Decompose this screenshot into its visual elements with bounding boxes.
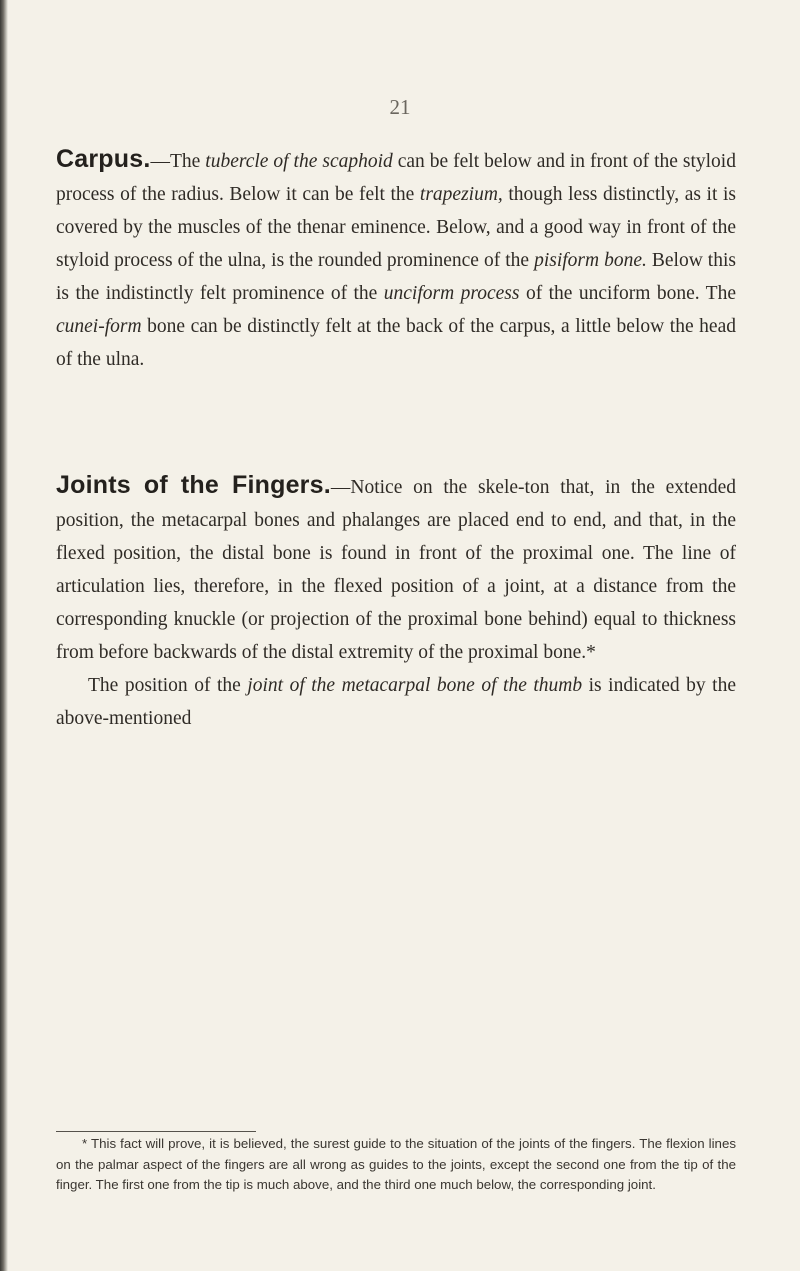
carpus-text-4: Below this is the indistinctly felt prominence of the: [56, 250, 736, 304]
page-edge-shadow: [0, 0, 8, 1271]
carpus-text-5: of the unciform bone. The: [519, 283, 736, 304]
carpus-text-6: bone can be distinctly felt at the back of the carpus, a little below the head of the ulna.: [56, 316, 736, 370]
carpus-italic-unciform: unciform process: [383, 283, 520, 304]
carpus-italic-scaphoid: tubercle of the scaphoid: [205, 151, 393, 172]
page-number: 21: [389, 95, 411, 119]
thumb-text-2: is indicated by the above-mentioned: [56, 675, 736, 729]
thumb-italic-joint: joint of the metacarpal bone of the thumb: [247, 675, 583, 696]
thumb-text-1: The position of the: [88, 675, 248, 696]
carpus-text-1: —The: [150, 151, 206, 172]
joints-heading: Joints of the Fingers.: [56, 471, 331, 499]
carpus-text-3: though less distinctly, as it is covered by the muscles of the thenar eminence. Below, and a good way in front of the styloid process of the ulna, is the rounded prominence of the: [56, 184, 736, 271]
carpus-italic-pisiform: pisiform bone.: [534, 250, 647, 271]
carpus-italic-cuneiform: cunei-form: [56, 316, 142, 337]
thumb-paragraph: [56, 669, 736, 735]
carpus-paragraph: [56, 143, 736, 376]
footnote-text: * This fact will prove, it is believed, the surest guide to the situation of the joints of the fingers. The flexion lines on the palmar aspect of the fingers are all wrong as guides to the joints, except the second one from the tip of the finger. The first one from the tip is much above, and the third one much below, the corresponding joint.: [56, 1136, 736, 1192]
footnote: [56, 1134, 736, 1196]
carpus-text-2: can be felt below and in front of the styloid process of the radius. Below it can be felt the: [56, 151, 736, 205]
footnote-divider: [56, 1131, 256, 1132]
joints-text: —Notice on the skele-ton that, in the extended position, the metacarpal bones and phalanges are placed end to end, and that, in the flexed position, the distal bone is found in front of the proximal one. The line of articulation lies, therefore, in the flexed position of a joint, at a distance from the corresponding knuckle (or projection of the proximal bone behind) equal to thickness from before backwards of the distal extremity of the proximal bone.*: [56, 477, 736, 663]
joints-paragraph: [56, 469, 736, 735]
carpus-italic-trapezium: trapezium,: [419, 184, 503, 205]
carpus-heading: Carpus.: [56, 145, 151, 173]
